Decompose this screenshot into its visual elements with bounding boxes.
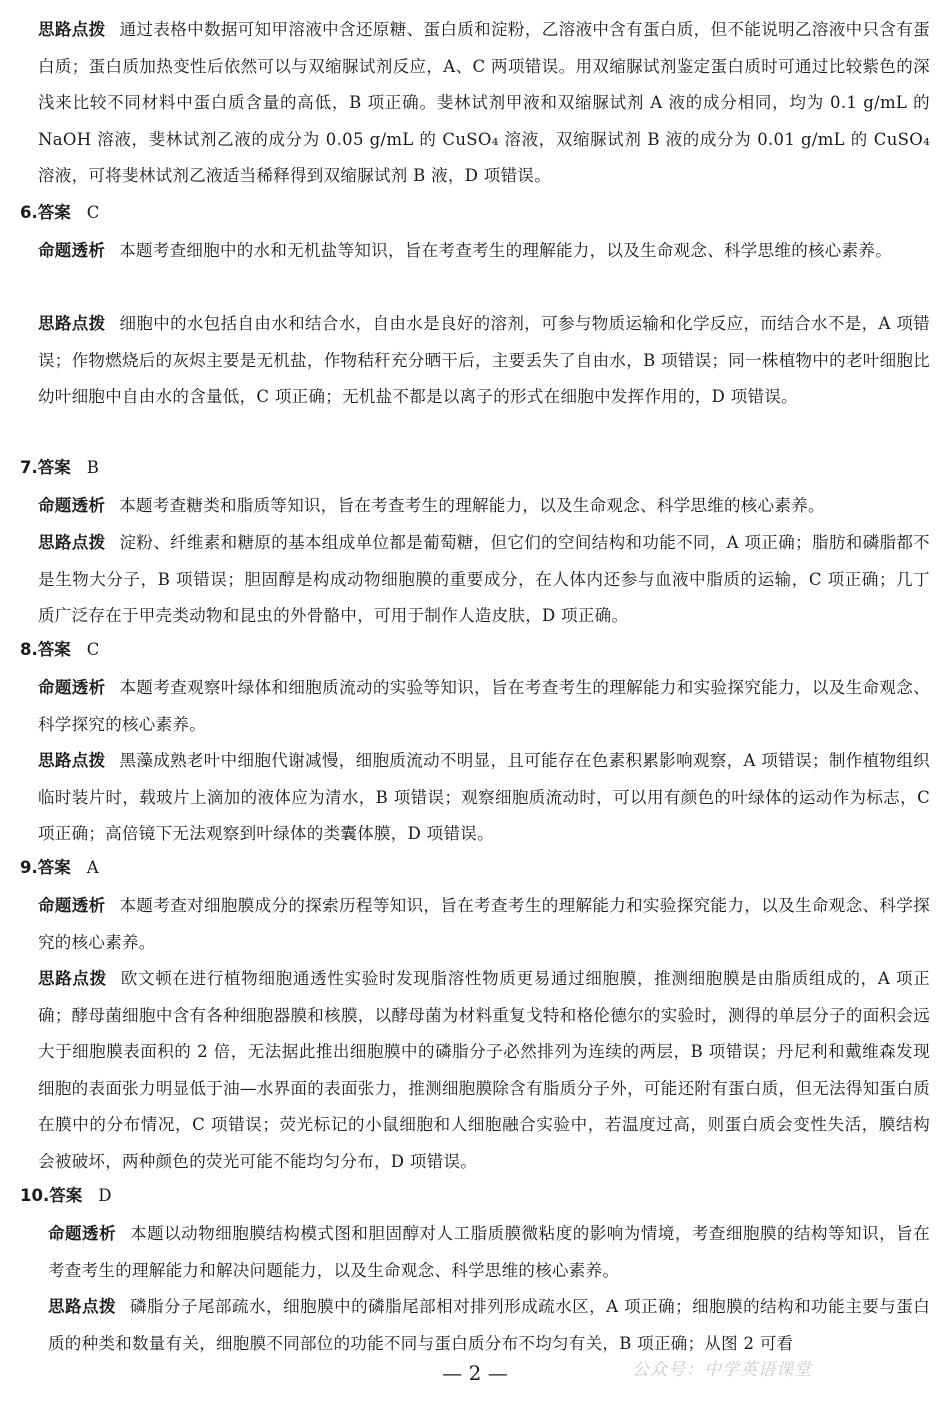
q10-number: 10. xyxy=(20,1186,50,1205)
q6-insight xyxy=(38,233,930,270)
q8-insight-label: 命题透析 xyxy=(38,678,106,697)
watermark-text: 公众号：中学英语课堂 xyxy=(632,1360,812,1380)
q6-answer-line xyxy=(20,198,99,228)
q7-answer-label: 答案 xyxy=(37,458,71,477)
q6-hint xyxy=(38,306,930,416)
q7-hint-text: 淀粉、纤维素和糖原的基本组成单位都是葡萄糖，但它们的空间结构和功能不同，A 项正确；脂肪和磷脂都不是生物大分子，B 项错误；胆固醇是构成动物细胞膜的重要成分，在人体内还参与血液中脂质的运输，C 项正确；几丁质广泛存在于甲壳类动物和昆虫的外骨骼中，可用于制作人造皮肤，D 项正确。 xyxy=(38,533,930,625)
q10-hint xyxy=(48,1289,930,1362)
q9-insight-text: 本题考查对细胞膜成分的探索历程等知识，旨在考查考生的理解能力和实验探究能力，以及生命观念、科学探究的核心素养。 xyxy=(38,896,930,952)
intro-hint-label: 思路点拨 xyxy=(38,20,106,39)
q8-answer-value: C xyxy=(86,640,100,659)
q6-insight-label: 命题透析 xyxy=(38,241,106,260)
q8-answer-label: 答案 xyxy=(37,640,71,659)
q7-hint-label: 思路点拨 xyxy=(38,533,106,552)
page-number: — 2 — xyxy=(442,1361,508,1385)
q6-insight-text: 本题考查细胞中的水和无机盐等知识，旨在考查考生的理解能力，以及生命观念、科学思维的核心素养。 xyxy=(119,241,893,260)
q8-answer-line xyxy=(20,635,99,665)
q8-hint-text: 黑藻成熟老叶中细胞代谢减慢，细胞质流动不明显，且可能存在色素积累影响观察，A 项错误；制作植物组织临时装片时，载玻片上滴加的液体应为清水，B 项错误；观察细胞质流动时，可以用有颜色的叶绿体的运动作为标志，C 项正确；高倍镜下无法观察到叶绿体的类囊体膜，D 项错误。 xyxy=(38,751,930,843)
q9-answer-value: A xyxy=(86,858,99,877)
q10-hint-text: 磷脂分子尾部疏水，细胞膜中的磷脂尾部相对排列形成疏水区，A 项正确；细胞膜的结构和功能主要与蛋白质的种类和数量有关，细胞膜不同部位的功能不同与蛋白质分布不均匀有关，B 项正确；从图 2 可看 xyxy=(48,1297,931,1353)
intro-paragraph xyxy=(38,12,930,195)
q9-answer-label: 答案 xyxy=(37,858,71,877)
q8-insight-text: 本题考查观察叶绿体和细胞质流动的实验等知识，旨在考查考生的理解能力和实验探究能力，以及生命观念、科学探究的核心素养。 xyxy=(38,678,930,734)
q8-hint-label: 思路点拨 xyxy=(38,751,106,770)
q7-insight-text: 本题考查糖类和脂质等知识，旨在考查考生的理解能力，以及生命观念、科学思维的核心素养。 xyxy=(119,496,825,515)
q9-insight xyxy=(38,888,930,961)
q10-insight xyxy=(48,1216,930,1289)
q7-answer-line xyxy=(20,453,99,483)
q7-insight-label: 命题透析 xyxy=(38,496,106,515)
q6-hint-label: 思路点拨 xyxy=(38,314,106,333)
q10-answer-label: 答案 xyxy=(49,1186,83,1205)
q7-number: 7. xyxy=(20,458,38,477)
q8-insight xyxy=(38,670,930,743)
q7-insight xyxy=(38,488,930,525)
q9-hint-label: 思路点拨 xyxy=(38,969,107,988)
q10-insight-label: 命题透析 xyxy=(48,1224,117,1243)
q9-number: 9. xyxy=(20,858,38,877)
q9-insight-label: 命题透析 xyxy=(38,896,106,915)
q7-hint xyxy=(38,525,930,635)
q9-answer-line xyxy=(20,853,99,883)
q10-insight-text: 本题以动物细胞膜结构模式图和胆固醇对人工脂质膜微粘度的影响为情境，考查细胞膜的结构等知识，旨在考查考生的理解能力和解决问题能力，以及生命观念、科学思维的核心素养。 xyxy=(48,1224,931,1280)
q10-answer-value: D xyxy=(98,1186,112,1205)
q9-hint xyxy=(38,961,930,1180)
q6-number: 6. xyxy=(20,203,38,222)
q8-hint xyxy=(38,743,930,853)
q10-answer-line xyxy=(20,1181,111,1211)
q9-hint-text: 欧文顿在进行植物细胞通透性实验时发现脂溶性物质更易通过细胞膜，推测细胞膜是由脂质组成的，A 项正确；酵母菌细胞中含有各种细胞器膜和核膜，以酵母菌为材料重复戈特和格伦德尔的实验时，测得的单层分子的面积会远大于细胞膜表面积的 2 倍，无法据此推出细胞膜中的磷脂分子必然排列为连续的两层，B 项错误；丹尼利和戴维森发现细胞的表面张力明显低于油—水界面的表面张力，推测细胞膜除含有脂质分子外，可能还附有蛋白质，但无法得知蛋白质在膜中的分布情况，C 项错误；荧光标记的小鼠细胞和人细胞融合实验中，若温度过高，则蛋白质会变性失活，膜结构会被破坏，两种颜色的荧光可能不能均匀分布，D 项错误。 xyxy=(38,969,931,1171)
q8-number: 8. xyxy=(20,640,38,659)
q6-answer-value: C xyxy=(86,203,100,222)
q10-hint-label: 思路点拨 xyxy=(48,1297,117,1316)
q6-hint-text: 细胞中的水包括自由水和结合水，自由水是良好的溶剂，可参与物质运输和化学反应，而结合水不是，A 项错误；作物燃烧后的灰烬主要是无机盐，作物秸秆充分晒干后，主要丢失了自由水，B 项错误；同一株植物中的老叶细胞比幼叶细胞中自由水的含量低，C 项正确；无机盐不都是以离子的形式在细胞中发挥作用的，D 项错误。 xyxy=(38,314,930,406)
intro-hint-text: 通过表格中数据可知甲溶液中含还原糖、蛋白质和淀粉，乙溶液中含有蛋白质，但不能说明乙溶液中只含有蛋白质；蛋白质加热变性后依然可以与双缩脲试剂反应，A、C 两项错误。用双缩脲试剂鉴定蛋白质时可通过比较紫色的深浅来比较不同材料中蛋白质含量的高低，B 项正确。斐林试剂甲液和双缩脲试剂 A 液的成分相同，均为 0.1 g/mL 的 NaOH 溶液，斐林试剂乙液的成分为 0.05 g/mL 的 CuSO₄ 溶液，双缩脲试剂 B 液的成分为 0.01 g/mL 的 CuSO₄ 溶液，可将斐林试剂乙液适当稀释得到双缩脲试剂 B 液，D 项错误。 xyxy=(38,20,930,185)
q6-answer-label: 答案 xyxy=(37,203,71,222)
q7-answer-value: B xyxy=(86,458,99,477)
